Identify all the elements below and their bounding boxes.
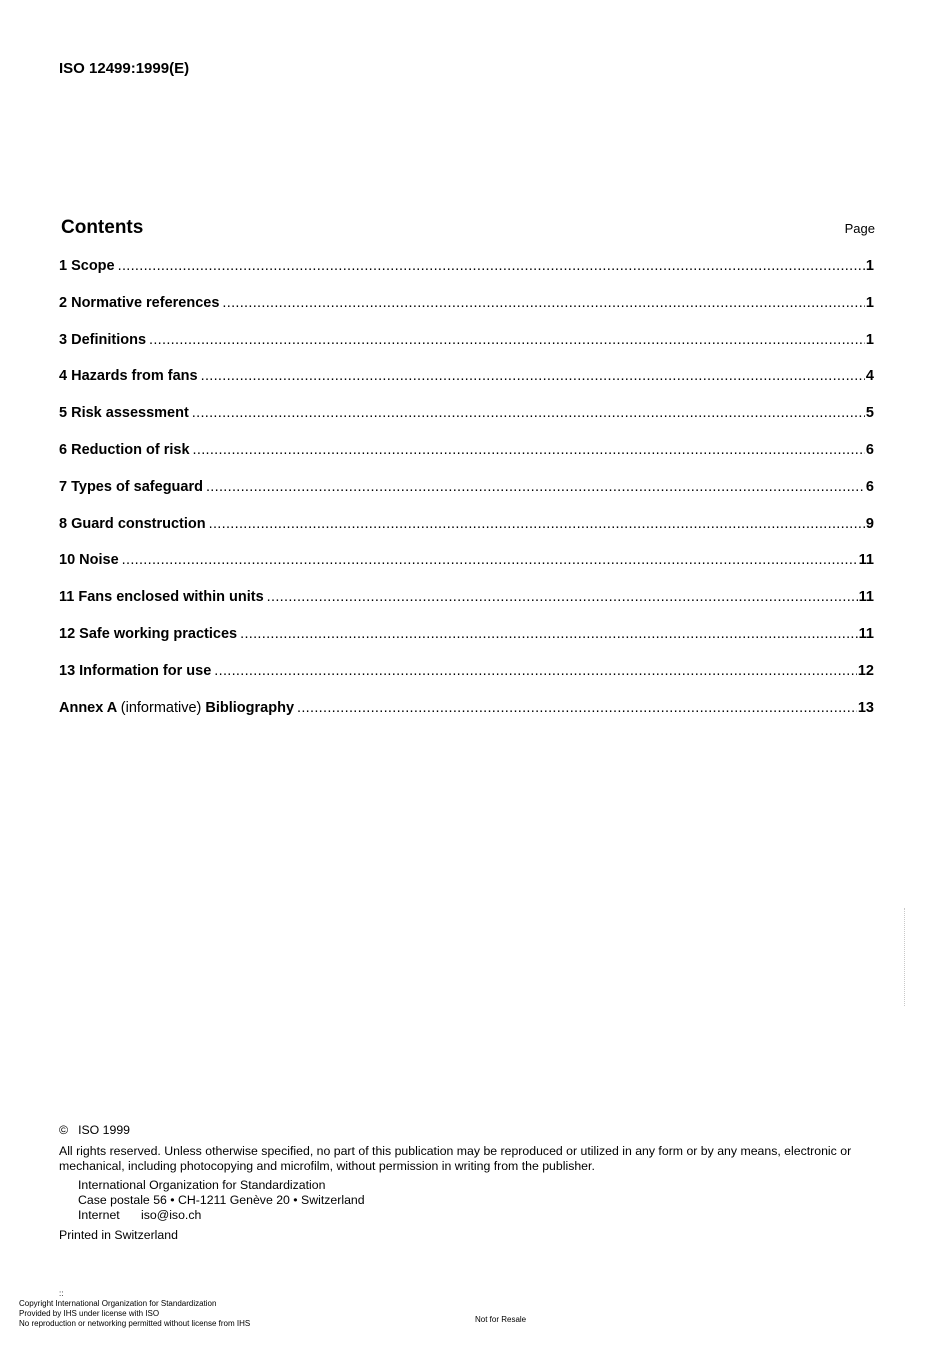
annex-qualifier: (informative)	[120, 699, 202, 716]
publisher-internet	[78, 1208, 875, 1223]
toc-entry-page: 5	[865, 405, 874, 422]
annex-prefix: Annex A	[59, 699, 117, 716]
toc-entry-page: 11	[858, 589, 874, 606]
toc-entry-information-for-use[interactable]	[59, 663, 874, 700]
toc-entry-normative-references[interactable]	[59, 295, 874, 332]
internet-email[interactable]: iso@iso.ch	[141, 1208, 202, 1222]
toc-entry-types-of-safeguard[interactable]	[59, 479, 874, 516]
dot-leader	[192, 405, 865, 421]
dot-leader	[149, 332, 865, 348]
dot-leader	[297, 700, 857, 716]
dot-leader	[122, 552, 858, 568]
toc-entry-page: 9	[865, 515, 874, 532]
footer-copyright-line: Copyright International Organization for Standardization	[19, 1299, 217, 1308]
toc-entry-page: 1	[865, 294, 874, 311]
dot-leader	[193, 442, 865, 458]
toc-entry-title: 3 Definitions	[59, 331, 147, 348]
toc-entry-hazards-from-fans[interactable]	[59, 368, 874, 405]
dot-leader	[214, 663, 857, 679]
margin-mark	[904, 908, 907, 1006]
copyright-block	[59, 1123, 875, 1243]
copyright-line	[59, 1123, 875, 1138]
toc-entry-definitions[interactable]	[59, 332, 874, 369]
table-of-contents	[59, 258, 874, 736]
toc-entry-title: 6 Reduction of risk	[59, 441, 190, 458]
toc-entry-page: 11	[858, 625, 874, 642]
toc-entry-title: 4 Hazards from fans	[59, 368, 198, 385]
toc-entry-page: 1	[865, 258, 874, 274]
dot-leader	[118, 258, 865, 274]
toc-entry-title: 1 Scope	[59, 258, 115, 274]
toc-entry-title: 8 Guard construction	[59, 515, 206, 532]
toc-entry-title: 13 Information for use	[59, 662, 212, 679]
publisher-address	[59, 1178, 875, 1223]
toc-entry-page: 1	[865, 331, 874, 348]
license-footer	[19, 1289, 250, 1329]
toc-entry-guard-construction[interactable]	[59, 516, 874, 553]
footer-provided-line: Provided by IHS under license with ISO	[19, 1309, 160, 1318]
toc-entry-page: 13	[857, 699, 874, 716]
publisher-org: International Organization for Standardization	[78, 1178, 326, 1192]
internet-label: Internet	[78, 1208, 120, 1222]
toc-entry-title	[59, 700, 294, 716]
footer-reproduction-line: No reproduction or networking permitted without license from IHS	[19, 1319, 251, 1328]
toc-entry-annex-a-bibliography[interactable]	[59, 700, 874, 737]
dot-leader	[222, 295, 865, 311]
toc-entry-page: 4	[865, 368, 874, 385]
toc-entry-title: 5 Risk assessment	[59, 405, 189, 422]
dot-leader	[201, 368, 865, 384]
dot-leader	[206, 479, 865, 495]
dot-leader	[209, 516, 865, 532]
toc-entry-page: 6	[865, 441, 874, 458]
document-header-id: ISO 12499:1999(E)	[59, 60, 190, 77]
toc-entry-title: 2 Normative references	[59, 294, 220, 311]
contents-heading-row	[61, 217, 875, 239]
toc-entry-page: 12	[857, 662, 874, 679]
toc-entry-risk-assessment[interactable]	[59, 405, 874, 442]
toc-entry-page: 6	[865, 478, 874, 495]
footer-marker: ::	[59, 1289, 64, 1298]
contents-title: Contents	[61, 217, 144, 238]
toc-entry-noise[interactable]	[59, 552, 874, 589]
rights-statement: All rights reserved. Unless otherwise specified, no part of this publication may be reproduced or utilized in any form or by any means, electronic or mechanical, including photocopying and microfilm, without permission in writing from the publisher.	[59, 1144, 852, 1173]
copyright-text: ISO 1999	[78, 1123, 131, 1137]
dot-leader	[240, 626, 858, 642]
copyright-icon: ©	[59, 1123, 69, 1137]
not-for-resale-note: Not for Resale	[475, 1315, 527, 1324]
toc-entry-fans-enclosed-within-units[interactable]	[59, 589, 874, 626]
publisher-postal: Case postale 56 • CH-1211 Genève 20 • Switzerland	[78, 1193, 365, 1207]
toc-entry-scope[interactable]	[59, 258, 874, 295]
dot-leader	[267, 589, 858, 605]
toc-entry-title: 11 Fans enclosed within units	[59, 589, 264, 606]
toc-entry-title: 12 Safe working practices	[59, 625, 238, 642]
annex-name: Bibliography	[205, 699, 295, 716]
printed-location: Printed in Switzerland	[59, 1228, 178, 1242]
toc-entry-reduction-of-risk[interactable]	[59, 442, 874, 479]
toc-entry-title: 10 Noise	[59, 552, 119, 569]
toc-entry-page: 11	[858, 552, 874, 569]
toc-entry-safe-working-practices[interactable]	[59, 626, 874, 663]
page-column-label: Page	[844, 221, 875, 236]
toc-entry-title: 7 Types of safeguard	[59, 478, 203, 495]
